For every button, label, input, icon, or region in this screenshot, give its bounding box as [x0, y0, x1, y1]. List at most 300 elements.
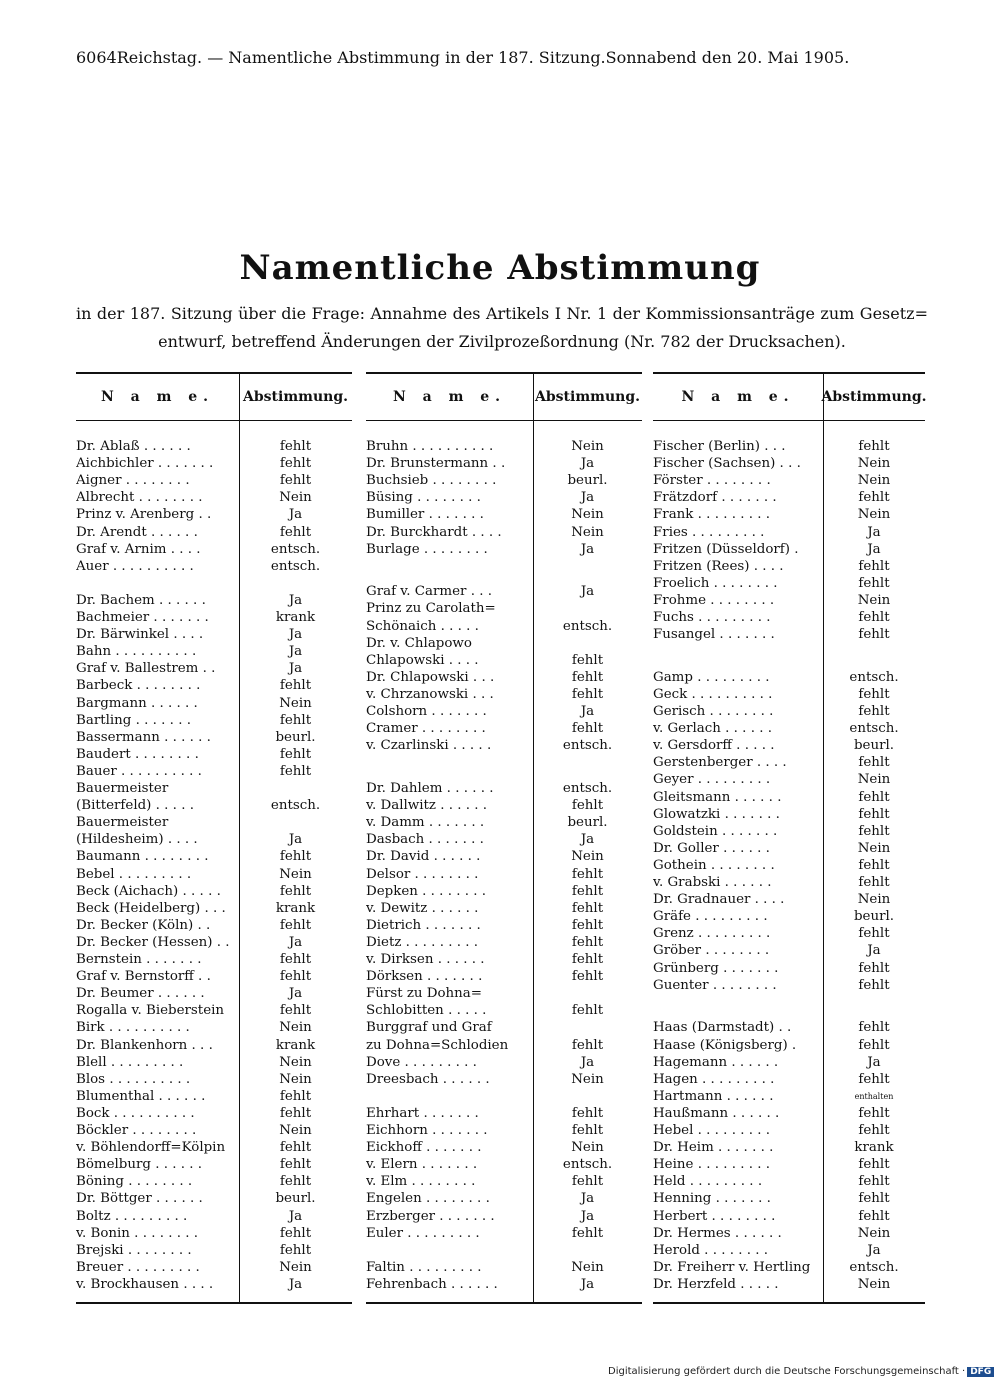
vote-value: Ja [288, 1276, 303, 1292]
member-name: v. Elm . . . . . . . . [366, 1174, 476, 1190]
vote-value: Nein [857, 592, 891, 608]
vote-value: Nein [571, 507, 604, 523]
vote-value: Ja [288, 934, 303, 950]
member-name: Ehrhart . . . . . . . [366, 1105, 479, 1121]
member-name: Henning . . . . . . . [653, 1191, 771, 1207]
footer-text: Digitalisierung gefördert durch die Deutsche Forschungsgemeinschaft · [608, 1366, 966, 1377]
member-name: Euler . . . . . . . . . [366, 1225, 480, 1241]
table-row [76, 1259, 352, 1276]
table-row [76, 831, 352, 848]
table-row [366, 686, 642, 703]
member-name: v. Gersdorff . . . . . [653, 738, 775, 754]
table-row [366, 1173, 642, 1190]
vote-value: fehlt [858, 960, 890, 976]
vote-value: entsch. [270, 558, 321, 574]
table-row [366, 635, 642, 652]
vote-value: fehlt [858, 575, 890, 591]
table-row [653, 524, 925, 541]
table-row [653, 823, 925, 840]
vote-value: fehlt [571, 917, 604, 933]
vote-value: Ja [580, 490, 595, 506]
table-row [76, 506, 352, 523]
member-name: Buchsieb . . . . . . . . [366, 473, 497, 489]
table-row [76, 1088, 352, 1105]
table-row [366, 1259, 642, 1276]
table-row [653, 908, 925, 925]
table-row [366, 600, 642, 617]
member-name: Eichhorn . . . . . . . [366, 1123, 488, 1138]
table-row [653, 977, 925, 994]
table-row [76, 968, 352, 985]
table-row [653, 1208, 925, 1225]
vote-value: fehlt [279, 849, 312, 865]
vote-value: Ja [288, 1208, 303, 1224]
vote-value: fehlt [858, 806, 890, 822]
vote-value: Nein [571, 524, 604, 540]
vote-value: fehlt [858, 1123, 890, 1138]
table-row [76, 797, 352, 814]
member-name: Held . . . . . . . . . [653, 1174, 763, 1190]
vote-table-column-3 [653, 372, 925, 1304]
member-name: Fuchs . . . . . . . . . [653, 610, 771, 625]
vote-value: fehlt [858, 1174, 890, 1190]
vote-value: Ja [580, 832, 595, 848]
member-name: v. Dirksen . . . . . . [366, 952, 485, 967]
member-name: Depken . . . . . . . . [366, 883, 486, 899]
vote-value: fehlt [571, 1037, 604, 1053]
vote-value: fehlt [279, 473, 312, 489]
table-row [366, 583, 642, 600]
vote-value: fehlt [858, 627, 890, 643]
vote-value: Nein [279, 1259, 312, 1275]
vote-value: Ja [288, 507, 303, 523]
table-row [76, 951, 352, 968]
member-name: Guenter . . . . . . . . [653, 977, 777, 993]
member-name: Bahn . . . . . . . . . . [76, 644, 197, 660]
table-row [653, 720, 925, 737]
table-row [76, 438, 352, 455]
table-row [76, 1242, 352, 1259]
table-row [653, 438, 925, 455]
table-row [76, 1225, 352, 1242]
member-name: Colshorn . . . . . . . [366, 704, 487, 720]
vote-value: fehlt [571, 798, 604, 814]
table-row [366, 541, 642, 558]
member-name: Dr. Burckhardt . . . . [366, 524, 502, 540]
member-name: Fries . . . . . . . . . [653, 524, 765, 540]
vote-value: fehlt [858, 789, 890, 805]
vote-value: fehlt [279, 952, 312, 967]
table-row [76, 1054, 352, 1071]
table-row [76, 1190, 352, 1207]
table-row [366, 1122, 642, 1139]
member-name: Graf v. Arnim . . . . [76, 541, 201, 557]
member-name: Dr. David . . . . . . [366, 849, 481, 865]
member-name: Faltin . . . . . . . . . [366, 1259, 482, 1275]
vote-value: beurl. [275, 1191, 316, 1207]
table-row [653, 489, 925, 506]
table-row [76, 489, 352, 506]
vote-value: fehlt [858, 1157, 890, 1173]
member-name: Frohme . . . . . . . . [653, 592, 775, 608]
member-name: Büsing . . . . . . . . [366, 490, 481, 506]
member-name: Baumann . . . . . . . . [76, 849, 209, 865]
member-name: Bauermeister [76, 781, 169, 796]
table-row [76, 729, 352, 746]
vote-value: fehlt [279, 883, 312, 899]
vote-value: Nein [571, 849, 604, 865]
vote-value: Nein [279, 1020, 312, 1036]
member-name: v. Damm . . . . . . . [366, 815, 485, 831]
vote-value: Ja [288, 832, 303, 848]
member-name: Bruhn . . . . . . . . . . [366, 439, 494, 454]
vote-value: Nein [857, 1225, 891, 1241]
member-name: Bargmann . . . . . . [76, 695, 198, 711]
vote-value: fehlt [858, 439, 890, 454]
table-row [653, 1088, 925, 1105]
member-name: Fritzen (Düsseldorf) . [653, 541, 799, 557]
table-row [366, 489, 642, 506]
vote-value: fehlt [571, 934, 604, 950]
table-row [366, 1139, 642, 1156]
table-row [366, 951, 642, 968]
table-row [366, 831, 642, 848]
vote-value: beurl. [567, 473, 608, 489]
vote-value: Nein [857, 892, 891, 908]
table-row [653, 1242, 925, 1259]
header-name: N a m e. [100, 389, 215, 405]
vote-value: fehlt [279, 969, 312, 985]
member-name: Dr. Hermes . . . . . . [653, 1225, 782, 1241]
vote-value: Ja [867, 943, 881, 959]
member-name: v. Czarlinski . . . . . [366, 738, 492, 754]
member-name: Gothein . . . . . . . . [653, 857, 775, 873]
vote-value: fehlt [279, 524, 312, 540]
table-row [653, 1139, 925, 1156]
table-row [366, 1002, 642, 1019]
dfg-logo: DFG [967, 1367, 994, 1377]
member-name: Delsor . . . . . . . . [366, 866, 479, 882]
vote-value: fehlt [858, 1071, 890, 1087]
member-name: Bartling . . . . . . . [76, 712, 191, 728]
vote-value: fehlt [858, 1105, 890, 1121]
table-row [76, 592, 352, 609]
member-name: Dr. Bärwinkel . . . . [76, 627, 204, 643]
vote-value: fehlt [858, 686, 890, 702]
table-row [76, 1276, 352, 1293]
member-name: Dove . . . . . . . . . [366, 1054, 477, 1070]
vote-value: Ja [288, 986, 303, 1002]
table-row [76, 848, 352, 865]
table-row [366, 968, 642, 985]
vote-value: fehlt [279, 746, 312, 762]
vote-value: fehlt [571, 686, 604, 702]
table-row [653, 891, 925, 908]
member-name: Fusangel . . . . . . . [653, 627, 775, 643]
member-name: Gleitsmann . . . . . . [653, 789, 782, 805]
vote-value: fehlt [571, 866, 604, 882]
member-name: Barbeck . . . . . . . . [76, 678, 201, 694]
table-row [366, 472, 642, 489]
member-name: Prinz v. Arenberg . . [76, 507, 212, 523]
table-row [76, 1173, 352, 1190]
table-row [76, 1139, 352, 1156]
table-row [366, 703, 642, 720]
member-name: Bauer . . . . . . . . . . [76, 763, 202, 779]
member-name: Hagen . . . . . . . . . [653, 1071, 775, 1087]
member-name: Gröber . . . . . . . . [653, 943, 770, 959]
table-row [653, 960, 925, 977]
table-header [366, 374, 642, 421]
member-name: Dr. v. Chlapowo [366, 635, 472, 651]
table-row [653, 1276, 925, 1293]
vote-value: Nein [857, 473, 891, 489]
member-name: v. Böhlendorff=Kölpin [76, 1140, 226, 1156]
member-name: Dr. Heim . . . . . . . [653, 1140, 774, 1156]
member-name: v. Dallwitz . . . . . . [366, 798, 488, 814]
vote-value: fehlt [571, 883, 604, 899]
vote-value: fehlt [858, 610, 890, 625]
table-row [653, 806, 925, 823]
table-row [366, 797, 642, 814]
member-name: Herold . . . . . . . . [653, 1242, 769, 1258]
header-name: N a m e. [681, 389, 795, 405]
table-row [366, 866, 642, 883]
table-row [76, 524, 352, 541]
header-name: N a m e. [392, 389, 507, 405]
table-row [653, 754, 925, 771]
member-name: Herbert . . . . . . . . [653, 1208, 776, 1224]
vote-value: fehlt [571, 1225, 604, 1241]
page-number: 6064 [76, 48, 117, 67]
member-name: Froelich . . . . . . . . [653, 575, 778, 591]
table-row [76, 866, 352, 883]
header-vote: Abstimmung. [243, 389, 348, 405]
table-row [76, 917, 352, 934]
vote-value: Ja [580, 541, 595, 557]
vote-value: fehlt [279, 712, 312, 728]
member-name: Aigner . . . . . . . . [76, 473, 190, 489]
table-row [653, 1190, 925, 1207]
table-row [653, 472, 925, 489]
vote-value: krank [275, 610, 316, 625]
member-name: Dr. Ablaß . . . . . . [76, 439, 191, 454]
vote-value: krank [275, 900, 316, 916]
member-name: Beck (Aichach) . . . . . [76, 883, 221, 899]
member-name: Hagemann . . . . . . [653, 1054, 779, 1070]
table-row [653, 1054, 925, 1071]
vote-value: entsch. [849, 1259, 899, 1275]
vote-value: fehlt [279, 439, 312, 454]
member-name: Dr. Arendt . . . . . . [76, 524, 198, 540]
member-name: Fischer (Sachsen) . . . [653, 456, 801, 472]
table-row [366, 438, 642, 455]
table-row [653, 1173, 925, 1190]
table-row [366, 1276, 642, 1293]
vote-value: Ja [580, 1276, 595, 1292]
vote-value: fehlt [571, 1174, 604, 1190]
member-name: Glowatzki . . . . . . . [653, 806, 780, 822]
member-name: v. Bonin . . . . . . . . [76, 1225, 199, 1241]
member-name: Frank . . . . . . . . . [653, 507, 771, 523]
member-name: Graf v. Ballestrem . . [76, 661, 216, 677]
vote-value: Nein [279, 866, 312, 882]
member-name: Boltz . . . . . . . . . [76, 1208, 188, 1224]
table-row [653, 840, 925, 857]
table-row [76, 541, 352, 558]
table-row [76, 883, 352, 900]
member-name: Bömelburg . . . . . . [76, 1157, 203, 1173]
vote-value: Nein [857, 840, 891, 856]
vote-value: Ja [288, 644, 303, 660]
vote-value: krank [854, 1140, 894, 1156]
table-row [76, 1037, 352, 1054]
member-name: v. Chrzanowski . . . [366, 686, 494, 702]
member-name: Cramer . . . . . . . . [366, 721, 486, 737]
vote-value: entsch. [270, 541, 321, 557]
vote-value: Ja [288, 592, 303, 608]
header-vote: Abstimmung. [821, 389, 927, 405]
vote-value: fehlt [571, 1003, 604, 1019]
vote-value: fehlt [571, 669, 604, 685]
table-row [366, 780, 642, 797]
vote-value: fehlt [571, 1123, 604, 1138]
table-row [366, 524, 642, 541]
table-row [366, 917, 642, 934]
member-name: Dr. Blankenhorn . . . [76, 1037, 213, 1053]
document-subtitle: in der 187. Sitzung über die Frage: Annahme des Artikels I Nr. 1 der Kommissionsanträge zum Gesetz= entwurf, betreffend Änderungen der Zivilprozeßordnung (Nr. 782 der Drucksachen). [76, 304, 928, 351]
table-row [366, 1037, 642, 1054]
vote-value: fehlt [858, 1191, 890, 1207]
member-name: Dr. Dahlem . . . . . . [366, 781, 494, 796]
vote-value: fehlt [858, 823, 890, 839]
vote-value: Ja [867, 1054, 881, 1070]
table-row [76, 1156, 352, 1173]
vote-value: fehlt [279, 1140, 312, 1156]
table-row [653, 857, 925, 874]
vote-value: Nein [571, 1071, 604, 1087]
vote-value: fehlt [571, 1105, 604, 1121]
vote-value: Nein [279, 1054, 312, 1070]
table-row [366, 652, 642, 669]
table-row [653, 1259, 925, 1276]
vote-value: Ja [867, 1242, 881, 1258]
member-name: Brejski . . . . . . . . [76, 1242, 192, 1258]
table-row [76, 746, 352, 763]
table-header [76, 374, 352, 421]
table-row [76, 1002, 352, 1019]
table-row [366, 1019, 642, 1036]
member-name: Fürst zu Dohna= [366, 986, 483, 1002]
member-name: Dreesbach . . . . . . [366, 1071, 490, 1087]
vote-value: Nein [857, 772, 891, 788]
table-row [76, 814, 352, 831]
member-name: Dr. Becker (Hessen) . . [76, 934, 230, 950]
member-name: Bock . . . . . . . . . . [76, 1105, 195, 1121]
table-row [366, 1190, 642, 1207]
vote-value: fehlt [279, 1174, 312, 1190]
table-row [366, 1105, 642, 1122]
vote-value: fehlt [279, 1003, 312, 1019]
vote-value: Ja [580, 704, 595, 720]
table-row [653, 1156, 925, 1173]
table-row [366, 506, 642, 523]
table-row [366, 618, 642, 635]
table-row [76, 1071, 352, 1088]
vote-value: Nein [571, 439, 604, 454]
vote-value: fehlt [858, 875, 890, 891]
member-name: Böckler . . . . . . . . [76, 1123, 197, 1138]
vote-value: beurl. [853, 909, 895, 925]
member-name: Dr. Böttger . . . . . . [76, 1191, 203, 1207]
member-name: Gerstenberger . . . . [653, 755, 787, 771]
table-row [76, 900, 352, 917]
table-row [76, 455, 352, 472]
member-name: Eickhoff . . . . . . . [366, 1140, 482, 1156]
table-row [366, 737, 642, 754]
member-name: Beck (Heidelberg) . . . [76, 900, 226, 916]
vote-value: beurl. [853, 738, 895, 754]
running-header [76, 48, 850, 67]
table-row [366, 455, 642, 472]
member-name: Geck . . . . . . . . . . [653, 686, 773, 702]
table-row [653, 1225, 925, 1242]
vote-value: enthalten [854, 1091, 894, 1101]
session-date: Sonnabend den 20. Mai 1905. [605, 48, 850, 67]
vote-value: Ja [580, 456, 595, 472]
vote-value: fehlt [858, 1208, 890, 1224]
table-row [653, 942, 925, 959]
table-row [76, 609, 352, 626]
member-name: Dr. Goller . . . . . . [653, 840, 770, 856]
vote-value: fehlt [858, 1037, 890, 1053]
member-name: Böning . . . . . . . . [76, 1174, 193, 1190]
member-name: v. Elern . . . . . . . [366, 1157, 478, 1173]
member-name: Bernstein . . . . . . . [76, 952, 202, 967]
table-row [76, 934, 352, 951]
vote-value: Nein [571, 1140, 604, 1156]
table-row [76, 626, 352, 643]
table-row [366, 814, 642, 831]
vote-value: fehlt [858, 977, 890, 993]
member-name: Haußmann . . . . . . [653, 1105, 780, 1121]
vote-value: beurl. [275, 729, 316, 745]
vote-table-column-1 [76, 372, 352, 1304]
member-name: Förster . . . . . . . . [653, 473, 771, 489]
table-row [366, 1208, 642, 1225]
vote-value: fehlt [858, 926, 890, 942]
table-row [366, 669, 642, 686]
table-row [653, 1105, 925, 1122]
member-name: Frätzdorf . . . . . . . [653, 490, 777, 506]
table-row [76, 1019, 352, 1036]
table-row [366, 934, 642, 951]
vote-value: fehlt [571, 721, 604, 737]
vote-value: fehlt [279, 1225, 312, 1241]
table-row [76, 1208, 352, 1225]
table-row [366, 1071, 642, 1088]
member-name: Erzberger . . . . . . . [366, 1208, 495, 1224]
vote-value: Nein [857, 1276, 891, 1292]
member-name: Engelen . . . . . . . . [366, 1191, 490, 1207]
vote-value: fehlt [571, 952, 604, 967]
table-row [653, 1071, 925, 1088]
vote-value: fehlt [858, 1020, 890, 1036]
member-name: Dr. Beumer . . . . . . [76, 986, 205, 1002]
vote-value: Ja [288, 661, 303, 677]
vote-value: fehlt [279, 1105, 312, 1121]
member-name: Dasbach . . . . . . . [366, 832, 484, 848]
